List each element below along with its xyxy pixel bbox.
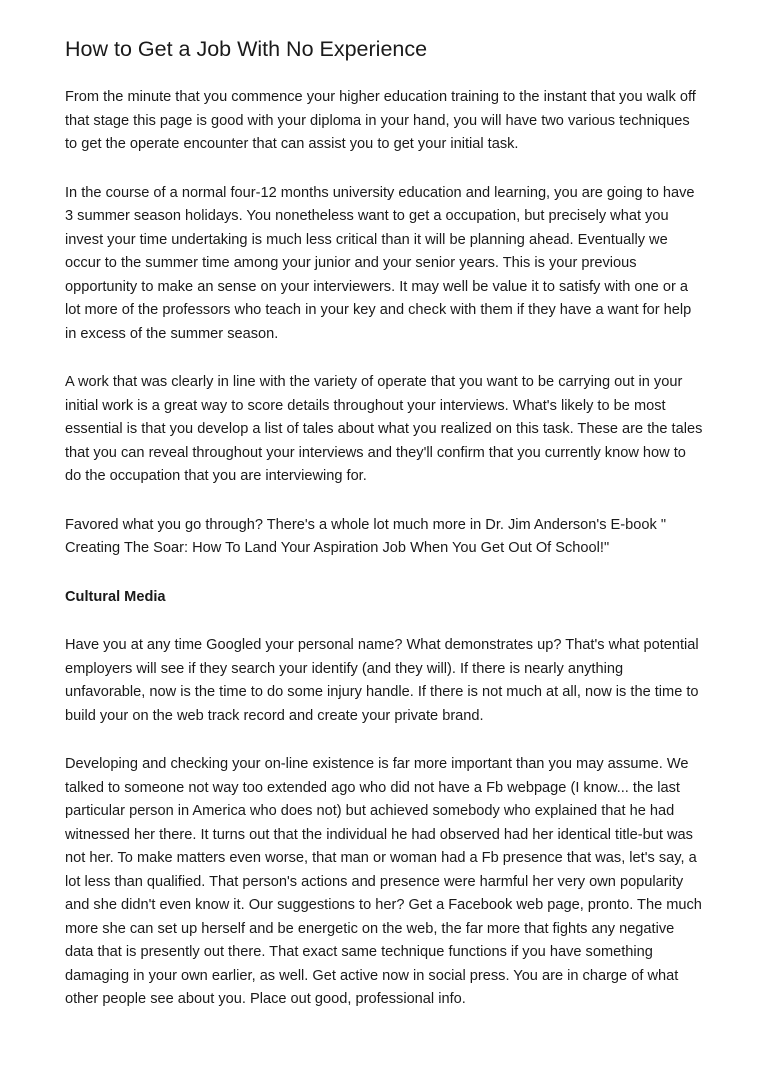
page-title: How to Get a Job With No Experience <box>65 37 428 61</box>
paragraph-google: Have you at any time Googled your personal name? What demonstrates up? That's what potential employers will see if they search your identify (and they will). If there is nearly anything unfavorable, now is the time to do some injury handle. If there is not much at all, now is the time to build your on the web track record and create your private brand. <box>65 637 699 724</box>
paragraph-intro: From the minute that you commence your higher education training to the instant that you walk off that stage this page is good with your diploma in your hand, you will have two various techniques to get the operate encounter that can assist you to get your initial task. <box>65 89 696 152</box>
document-page <box>65 34 705 1037</box>
paragraph-ebook: Favored what you go through? There's a whole lot much more in Dr. Jim Anderson's E-book " Creating The Soar: How To Land Your Aspiration Job When You Get Out Of School!" <box>65 516 667 556</box>
paragraph-online-presence: Developing and checking your on-line existence is far more important than you may assume. We talked to someone not way too extended ago who did not have a Fb webpage (I know... the last particular person in America who does not) but achieved somebody who explained that he had witnessed her there. It turns out that the individual he had observed had her identical title-but was not her. To make matters even worse, that man or woman had a Fb presence that was, let's say, a lot less than qualified. That person's actions and presence were harmful her very own popularity and she didn't even know it. Our suggestions to her? Get a Facebook web page, pronto. The much more she can set up herself and be energetic on the web, the far more that fights any negative data that is presently out there. That exact same technique functions if you have something damaging in your own earlier, as well. Get active now in social press. You are in charge of what other people see about you. Place out good, professional info. <box>65 756 702 1007</box>
section-heading: Cultural Media <box>65 588 166 605</box>
paragraph-summer: In the course of a normal four-12 months university education and learning, you are going to have 3 summer season holidays. You nonetheless want to get a occupation, but precisely what you invest your time undertaking is much less critical than it will be planning ahead. Eventually we occur to the summer time among your junior and your senior years. This is your previous opportunity to make an sense on your interviewers. It may well be value it to satisfy with one or a lot more of the professors who teach in your key and check with them if they have a want for help in excess of the summer season. <box>65 184 695 342</box>
paragraph-work: A work that was clearly in line with the variety of operate that you want to be carrying out in your initial work is a great way to score details throughout your interviews. What's likely to be most essential is that you develop a list of tales about what you realized on this task. These are the tales that you can reveal throughout your interviews and they'll confirm that you currently know how to do the occupation that you are interviewing for. <box>65 374 703 484</box>
